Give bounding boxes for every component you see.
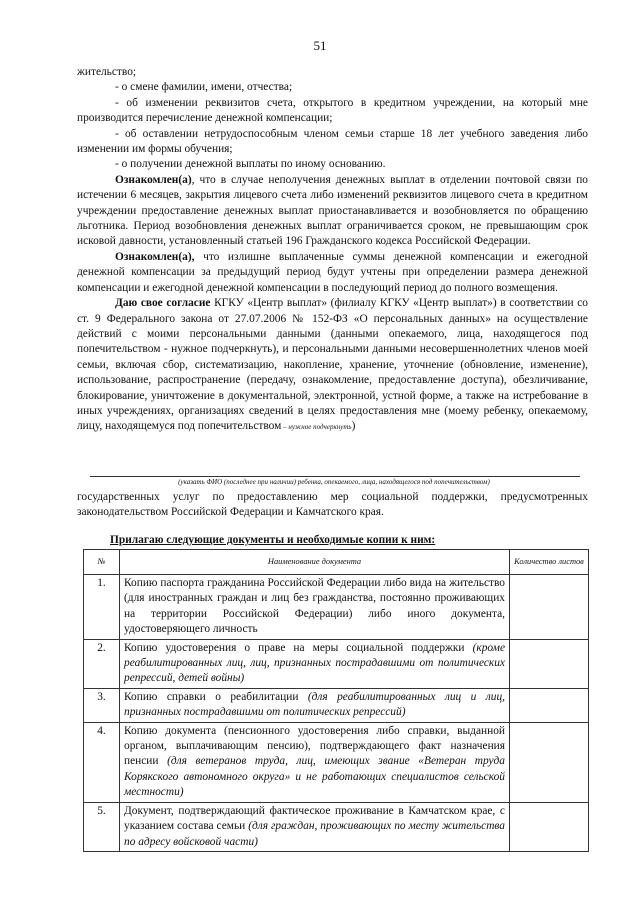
row-document (120, 688, 510, 722)
paragraph-text: КГКУ «Центр выплат» (филиалу КГКУ «Центр выплат») в соответствии со ст. 9 Федерального закона от 27.07.2006 № 152-ФЗ «О персональных данных» на осуществление действий с моими персональными данными (данными опекаемого, лица, находящегося под попечительством - нужное подчеркнуть), и персональными данными несовершеннолетних членов моей семьи, включая сбор, систематизацию, накопление, хранение, уточнение (обновление, изменение), использование, распространение (передачу, ознакомление, предоставление доступа), обезличивание, блокирование, уничтожение в документальной, электронной, устной форме, а также на истребование в иных учреждениях, организациях сведений в целях предоставления мне (моему ребенку, опекаемому, лицу, находящемуся под попечительством (77, 297, 589, 433)
row-document (120, 802, 510, 851)
paragraph-end: ) (351, 420, 356, 433)
paragraph (77, 296, 588, 436)
document-body (77, 65, 588, 436)
paragraph: жительство; (77, 66, 137, 78)
attachments-heading: Прилагаю следующие документы и необходимые копии к ним: (110, 534, 436, 546)
row-number: 4. (84, 722, 120, 802)
table-header-row (84, 550, 589, 575)
row-text: Копию документа (пенсионного удостоверения либо справки, выданной органом, выплачивающим пенсию), подтверждающего факт назначения пенсии (124, 724, 505, 768)
row-count-cell[interactable] (510, 639, 589, 688)
bold-phrase: Даю свое согласие (115, 297, 211, 310)
row-document (120, 722, 510, 802)
list-item: - о смене фамилии, имени, отчества; (115, 81, 293, 94)
bold-phrase: Ознакомлен(а), (115, 250, 195, 263)
row-number: 5. (84, 802, 120, 851)
row-note: (кроме реабилитированных лиц, лиц, признанных пострадавшими от политических репрессий, детей войны) (124, 641, 505, 685)
signature-block (78, 466, 590, 487)
hint-text: – нужное подчеркнуть (281, 423, 352, 432)
table-row (84, 575, 589, 640)
row-text: Копию паспорта гражданина Российской Федерации либо вида на жительство (для иностранных граждан и лиц без гражданства, постоянно проживающих на территории Российской Федерации) либо иного документа, удостоверяющего личность (124, 577, 505, 636)
table-row (84, 639, 589, 688)
row-number: 2. (84, 639, 120, 688)
row-count-cell[interactable] (510, 802, 589, 851)
header-name: Наименование документа (120, 550, 510, 575)
row-document (120, 575, 510, 640)
row-document (120, 639, 510, 688)
paragraph-text: что излишне выплаченные суммы денежной компенсации и ежегодной денежной компенсации за предыдущий период будут учтены при определении размера денежной компенсации и ежегодной денежной компенсации в последующий период до полного возмещения. (77, 250, 588, 294)
table-row (84, 688, 589, 722)
documents-table (83, 549, 589, 852)
signature-note: (указать ФИО (последнее при наличии) ребенка, опекаемого, лица, находящегося под попечительством) (178, 478, 490, 486)
list-item: - об изменении реквизитов счета, открытого в кредитном учреждении, на который мне производится перечисление денежной компенсации; (77, 96, 588, 125)
row-note: (для ветеранов труда, лиц, имеющих звание «Ветеран труда Корякского автономного округа» и не работающих специалистов сельской местности) (124, 755, 505, 799)
name-input-line[interactable] (90, 466, 580, 477)
row-count-cell[interactable] (510, 722, 589, 802)
row-number: 1. (84, 575, 120, 640)
continuation-text: государственных услуг по предоставлению мер социальной поддержки, предусмотренных законодательством Российской Федерации и Камчатского края. (77, 491, 588, 519)
row-count-cell[interactable] (510, 688, 589, 722)
table-row (84, 802, 589, 851)
row-text: Копию удостоверения о праве на меры социальной поддержки (124, 641, 473, 654)
paragraph-text: , что в случае неполучения денежных выплат в отделении почтовой связи по истечении 6 месяцев, закрытия лицевого счета либо изменений реквизитов лицевого счета в кредитном учреждении предоставление денежных выплат приостанавливается и возобновляется по обращению льготника. Период возобновления денежных выплат ограничивается сроком, не превышающим срок исковой давности, установленный статьей 196 Гражданского кодекса Российской Федерации. (77, 173, 588, 248)
row-note: (для реабилитированных лиц и лиц, признанных пострадавшими от политических репрессий) (124, 690, 506, 719)
paragraph (77, 250, 588, 296)
row-number: 3. (84, 688, 120, 722)
row-text: Документ, подтверждающий фактическое проживание в Камчатском крае, с указанием состава семьи (124, 804, 505, 833)
row-count-cell[interactable] (510, 575, 589, 640)
paragraph (77, 173, 588, 250)
header-count: Количество листов (510, 550, 589, 575)
page-number: 51 (313, 38, 327, 53)
bold-phrase: Ознакомлен(а) (115, 173, 192, 186)
header-num: № (84, 550, 120, 575)
row-text: Копию справки о реабилитации (124, 690, 308, 703)
list-item: - об оставлении нетрудоспособным членом семьи старше 18 лет учебного заведения либо изменении им формы обучения; (77, 127, 588, 156)
continuation-block (77, 490, 588, 521)
table-row (84, 722, 589, 802)
list-item: - о получении денежной выплаты по иному основанию. (115, 158, 386, 171)
row-note: (для граждан, проживающих по месту жительства по адресу войсковой части) (124, 820, 505, 848)
